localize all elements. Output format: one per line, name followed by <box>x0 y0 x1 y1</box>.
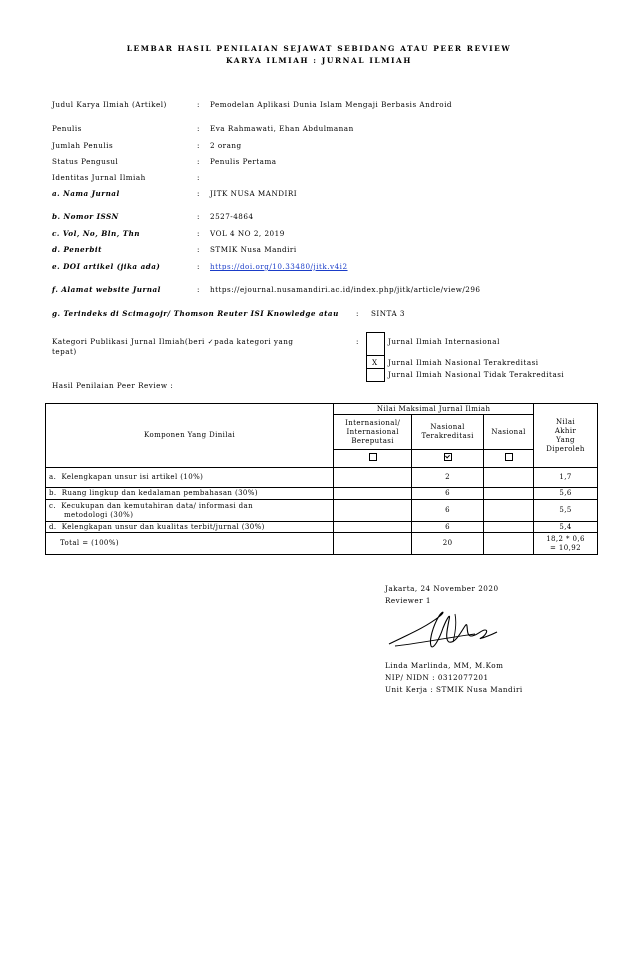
table-header-row <box>46 404 598 415</box>
total-label: Total = (100%) <box>46 533 334 555</box>
field-value: Eva Rahmawati, Ehan Abdulmanan <box>210 124 354 133</box>
field-value: 2 orang <box>210 141 242 150</box>
komponen-header: Komponen Yang Dinilai <box>46 404 334 468</box>
checkbox-nasional-terakreditasi[interactable] <box>444 453 452 461</box>
field-label: f. Alamat website Jurnal <box>52 285 161 294</box>
field-label: Identitas Jurnal Ilmiah <box>52 173 146 182</box>
category-checkbox-tidak-terakreditasi[interactable] <box>366 368 385 382</box>
field-label: Jumlah Penulis <box>52 141 114 150</box>
category-label: Kategori Publikasi Jurnal Ilmiah(beri ✓pada kategori yang <box>52 337 294 346</box>
reviewer-nip: NIP/ NIDN : 0312077201 <box>385 673 489 682</box>
checkbox-nasional[interactable] <box>505 453 513 461</box>
field-separator: : <box>197 189 200 198</box>
reviewer-name: Linda Marlinda, MM, M.Kom <box>385 661 504 670</box>
reviewer-unit: Unit Kerja : STMIK Nusa Mandiri <box>385 685 523 694</box>
reviewer-role: Reviewer 1 <box>385 596 431 605</box>
field-value: STMIK Nusa Mandiri <box>210 245 297 254</box>
category-checkbox-internasional[interactable] <box>366 332 385 356</box>
field-value: VOL 4 NO 2, 2019 <box>210 229 285 238</box>
field-separator: : <box>356 309 359 318</box>
field-value: JITK NUSA MANDIRI <box>210 189 298 198</box>
field-label: b. Nomor ISSN <box>52 212 119 221</box>
field-value: Penulis Pertama <box>210 157 277 166</box>
table-row: c. Kecukupan dan kemutahiran data/ informasi dan metodologi (30%) 6 5,5 <box>46 500 598 522</box>
total-nilai-akhir: 18,2 * 0,6 = 10,92 <box>534 533 598 555</box>
field-separator: : <box>197 285 200 294</box>
field-value: Pemodelan Aplikasi Dunia Islam Mengaji Berbasis Android <box>210 100 453 109</box>
doi-link[interactable]: https://doi.org/10.33480/jitk.v4i2 <box>210 262 348 271</box>
field-separator: : <box>197 124 200 133</box>
score-table <box>45 403 598 555</box>
review-label: Hasil Penilaian Peer Review : <box>52 381 174 390</box>
field-separator: : <box>197 141 200 150</box>
category-label-cont: tepat) <box>52 347 77 356</box>
field-value: 2527-4864 <box>210 212 254 221</box>
website-link[interactable]: https://ejournal.nusamandiri.ac.id/index.php/jitk/article/view/296 <box>210 285 481 294</box>
field-label: d. Penerbit <box>52 245 102 254</box>
field-separator: : <box>197 100 200 109</box>
category-option-label: Jurnal Ilmiah Internasional <box>388 337 500 346</box>
field-separator: : <box>197 229 200 238</box>
category-option-label: Jurnal Ilmiah Nasional Terakreditasi <box>388 358 539 367</box>
komponen-cell: d. Kelengkapan unsur dan kualitas terbit/jurnal (30%) <box>46 522 334 533</box>
place-date: Jakarta, 24 November 2020 <box>385 584 499 593</box>
field-separator: : <box>197 262 200 271</box>
field-label: c. Vol, No, Bln, Thn <box>52 229 141 238</box>
field-separator: : <box>197 212 200 221</box>
field-separator: : <box>197 245 200 254</box>
table-row: b. Ruang lingkup dan kedalaman pembahasan (30%) 6 5,6 <box>46 488 598 500</box>
field-label: Penulis <box>52 124 82 133</box>
field-label: a. Nama Jurnal <box>52 189 120 198</box>
category-checkbox-terakreditasi[interactable] <box>366 355 385 369</box>
checkbox-mark: X <box>372 358 378 367</box>
komponen-cell: a. Kelengkapan unsur isi artikel (10%) <box>46 468 334 488</box>
field-label: Status Pengusul <box>52 157 119 166</box>
field-label: e. DOI artikel (jika ada) <box>52 262 161 271</box>
checkbox-internasional[interactable] <box>369 453 377 461</box>
col-nasional-terakreditasi-header: Nasional Terakreditasi <box>412 415 484 450</box>
category-separator: : <box>356 337 359 346</box>
komponen-cell: c. Kecukupan dan kemutahiran data/ informasi dan metodologi (30%) <box>46 500 334 522</box>
table-row: a. Kelengkapan unsur isi artikel (10%) 2 1,7 <box>46 468 598 488</box>
col-internasional-header: Internasional/ Internasional Bereputasi <box>334 415 412 450</box>
document-title: LEMBAR HASIL PENILAIAN SEJAWAT SEBIDANG ATAU PEER REVIEW <box>126 44 512 53</box>
nilai-max-header: Nilai Maksimal Jurnal Ilmiah <box>334 404 534 415</box>
category-option-label: Jurnal Ilmiah Nasional Tidak Terakreditasi <box>388 370 565 379</box>
table-total-row <box>46 533 598 555</box>
total-nasional-terakreditasi: 20 <box>412 533 484 555</box>
komponen-cell: b. Ruang lingkup dan kedalaman pembahasan (30%) <box>46 488 334 500</box>
field-value: SINTA 3 <box>371 309 406 318</box>
table-row: d. Kelengkapan unsur dan kualitas terbit/jurnal (30%) 6 5,4 <box>46 522 598 533</box>
field-separator: : <box>197 173 200 182</box>
col-nasional-header: Nasional <box>484 415 534 450</box>
field-label: g. Terindeks di Scimagojr/ Thomson Reuter ISI Knowledge atau <box>52 309 339 318</box>
document-subtitle: KARYA ILMIAH : JURNAL ILMIAH <box>226 56 412 65</box>
field-separator: : <box>197 157 200 166</box>
field-label: Judul Karya Ilmiah (Artikel) <box>52 100 167 109</box>
nilai-akhir-header: Nilai Akhir Yang Diperoleh <box>534 404 598 468</box>
signature-image <box>385 606 505 654</box>
